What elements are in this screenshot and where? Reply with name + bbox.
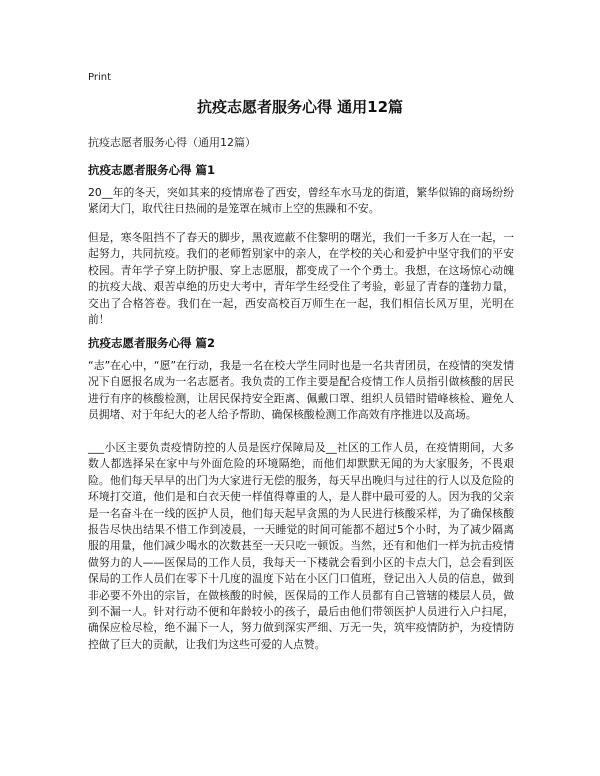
section-1-paragraph-1: 20__年的冬天，突如其来的疫情席卷了西安，曾经车水马龙的街道，繁华似锦的商场纷纷紧闭大门，取代往日热闹的是笼罩在城市上空的焦躁和不安。 — [88, 186, 514, 216]
print-label: Print — [88, 72, 112, 83]
section-heading: 抗疫志愿者服务心得 篇2 — [88, 336, 216, 350]
page-title: 抗疫志愿者服务心得 通用12篇 — [196, 98, 404, 116]
section-1 — [88, 162, 514, 178]
section-1-paragraph-2: 但是，寒冬阻挡不了春天的脚步，黑夜遮蔽不住黎明的曙光，我们一千多万人在一起，一起努力，共同抗疫。我们的老师暂别家中的亲人，在学校的关心和爱护中坚守我们的平安校园。青年学子穿上防护服、穿上志愿服，都变成了一个个勇士。我想，在这场惊心动魄的抗疫大战、艰苦卓绝的历史大考中，青年学生经受住了考验，彰显了青春的蓬勃力量，交出了合格答卷。我们在一起，西安高校百万师生在一起，我们相信长风万里，光明在前！ — [88, 231, 514, 327]
page-subtitle: 抗疫志愿者服务心得（通用12篇） — [88, 136, 256, 149]
section-2-paragraph-1: “志”在心中，“愿”在行动，我是一名在校大学生同时也是一名共青团员，在疫情的突发情况下自愿报名成为一名志愿者。我负责的工作主要是配合疫情工作人员指引做核酸的居民进行有序的核酸检测，让居民保持安全距离、佩戴口罩、组织人员错时错峰核检、避免人员拥堵、对于年纪大的老人给予帮助、确保核酸检测工作高效有序推进以及高场。 — [88, 359, 514, 422]
section-2 — [88, 335, 514, 351]
section-heading: 抗疫志愿者服务心得 篇1 — [88, 163, 216, 177]
section-2-paragraph-2: ___小区主要负责疫情防控的人员是医疗保障局及__社区的工作人员，在疫情期间，大多数人都选择呆在家中与外面危险的环境隔绝，而他们却默默无闻的为大家服务，不畏艰险。他们每天早早的出门为大家进行无偿的服务，每天早出晚归与过往的行人以及危险的环境打交道，他们是和白衣天使一样值得尊重的人，是人群中最可爱的人。因为我的父亲是一名奋斗在一线的医护人员，他们每天起早贪黑的为人民进行核酸采样，为了确保核酸报告尽快出结果不惜工作到凌晨，一天睡觉的时间可能都不超过5个小时，为了减少隔离服的用量，他们减少喝水的次数甚至一天只吃一顿饭。当然，还有和他们一样为抗击疫情做努力的人——医保局的工作人员，我每天一下楼就会看到小区的卡点大门，总会看到医保局的工作人员们在零下十几度的温度下站在小区门口值班，登记出入人员的信息，做到非必要不外出的宗旨，在做核酸的时候，医保局的工作人员都有自己管辖的楼层人员，做到不漏一人。针对行动不便和年龄较小的孩子，最后由他们带领医护人员进行入户扫尾，确保应检尽检，绝不漏下一人，努力做到深实严细、万无一失，筑牢疫情防护，为疫情防控做了巨大的贡献，让我们为这些可爱的人点赞。 — [88, 441, 514, 651]
